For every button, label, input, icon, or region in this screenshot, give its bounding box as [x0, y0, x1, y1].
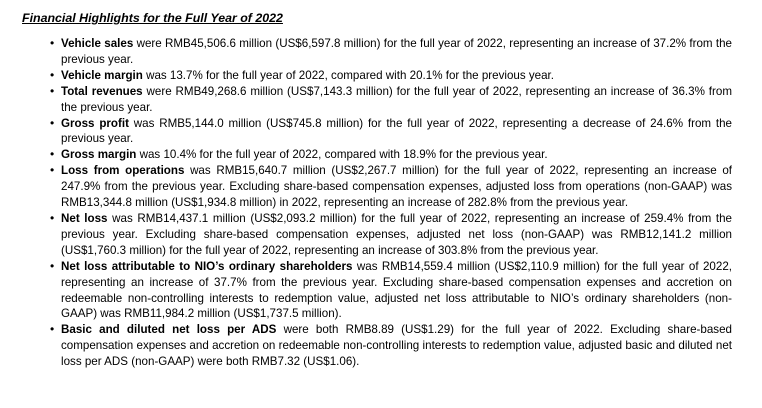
highlight-net-loss: [20, 211, 732, 259]
bullet-icon: •: [50, 147, 55, 162]
highlight-net-loss-attributable: [20, 259, 732, 323]
bullet-icon: •: [50, 67, 55, 82]
highlights-list: [20, 36, 732, 370]
highlight-vehicle-margin: [20, 68, 732, 84]
highlight-gross-margin: [20, 147, 732, 163]
highlight-term: Net loss: [61, 211, 108, 225]
highlight-term: Vehicle margin: [61, 68, 143, 82]
highlight-gross-profit: [20, 116, 732, 148]
bullet-icon: •: [50, 322, 55, 337]
highlight-term: Net loss attributable to NIO’s ordinary shareholders: [61, 259, 353, 273]
section-heading: Financial Highlights for the Full Year of 2022: [22, 11, 283, 25]
highlight-term: Gross profit: [61, 116, 129, 130]
highlight-net-loss-per-ads: [20, 322, 732, 370]
bullet-icon: •: [50, 83, 55, 98]
bullet-icon: •: [50, 258, 55, 273]
highlight-text: was 10.4% for the full year of 2022, compared with 18.9% for the previous year.: [136, 148, 548, 162]
bullet-icon: •: [50, 115, 55, 130]
highlight-text: were RMB45,506.6 million (US$6,597.8 million) for the full year of 2022, representing an increase of 37.2% from the previous year.: [61, 37, 733, 66]
highlight-term: Total revenues: [61, 84, 143, 98]
highlight-text: were RMB49,268.6 million (US$7,143.3 million) for the full year of 2022, representing an increase of 36.3% from the previous year.: [61, 84, 732, 114]
highlight-vehicle-sales: [20, 36, 732, 68]
highlight-loss-from-operations: [20, 163, 732, 211]
bullet-icon: •: [50, 36, 55, 50]
highlight-text: were both RMB8.89 (US$1.29) for the full year of 2022. Excluding share-based compensation expenses and accretion on redeemable non-controlling interests to redemption value, adjusted basic and diluted net loss per ADS (non-GAAP) were both RMB7.32 (US$1.06).: [61, 323, 732, 369]
highlight-total-revenues: [20, 84, 732, 116]
highlight-term: Gross margin: [61, 148, 137, 162]
highlight-text: was RMB14,559.4 million (US$2,110.9 million) for the full year of 2022, representing an increase of 37.7% from the previous year. Excluding share-based compensation expenses and accretion on redeemable non-controlling interests to redemption value, adjusted net loss attributable to NIO’s ordinary shareholders (non-GAAP) was RMB11,984.2 million (US$1,737.5 million).: [61, 259, 732, 321]
highlight-text: was 13.7% for the full year of 2022, compared with 20.1% for the previous year.: [142, 68, 555, 82]
highlight-term: Basic and diluted net loss per ADS: [61, 323, 277, 337]
highlight-text: was RMB5,144.0 million (US$745.8 million) for the full year of 2022, representing a decrease of 24.6% from the previous year.: [61, 116, 732, 146]
highlight-term: Loss from operations: [61, 164, 185, 178]
bullet-icon: •: [50, 163, 55, 178]
highlight-text: was RMB15,640.7 million (US$2,267.7 million) for the full year of 2022, representing an increase of 247.9% from the previous year. Excluding share-based compensation expenses, adjusted loss from operations (non-GAAP) was RMB13,344.8 million (US$1,934.8 million) in 2022, representing an increase of 282.8% from the previous year.: [61, 164, 732, 210]
highlight-text: was RMB14,437.1 million (US$2,093.2 million) for the full year of 2022, representing an increase of 259.4% from the previous year. Excluding share-based compensation expenses, adjusted net loss (non-GAAP) was RMB12,141.2 million (US$1,760.3 million) for the full year of 2022, representing an increase of 303.8% from the previous year.: [61, 211, 732, 257]
bullet-icon: •: [50, 210, 55, 225]
highlight-term: Vehicle sales: [61, 37, 134, 50]
